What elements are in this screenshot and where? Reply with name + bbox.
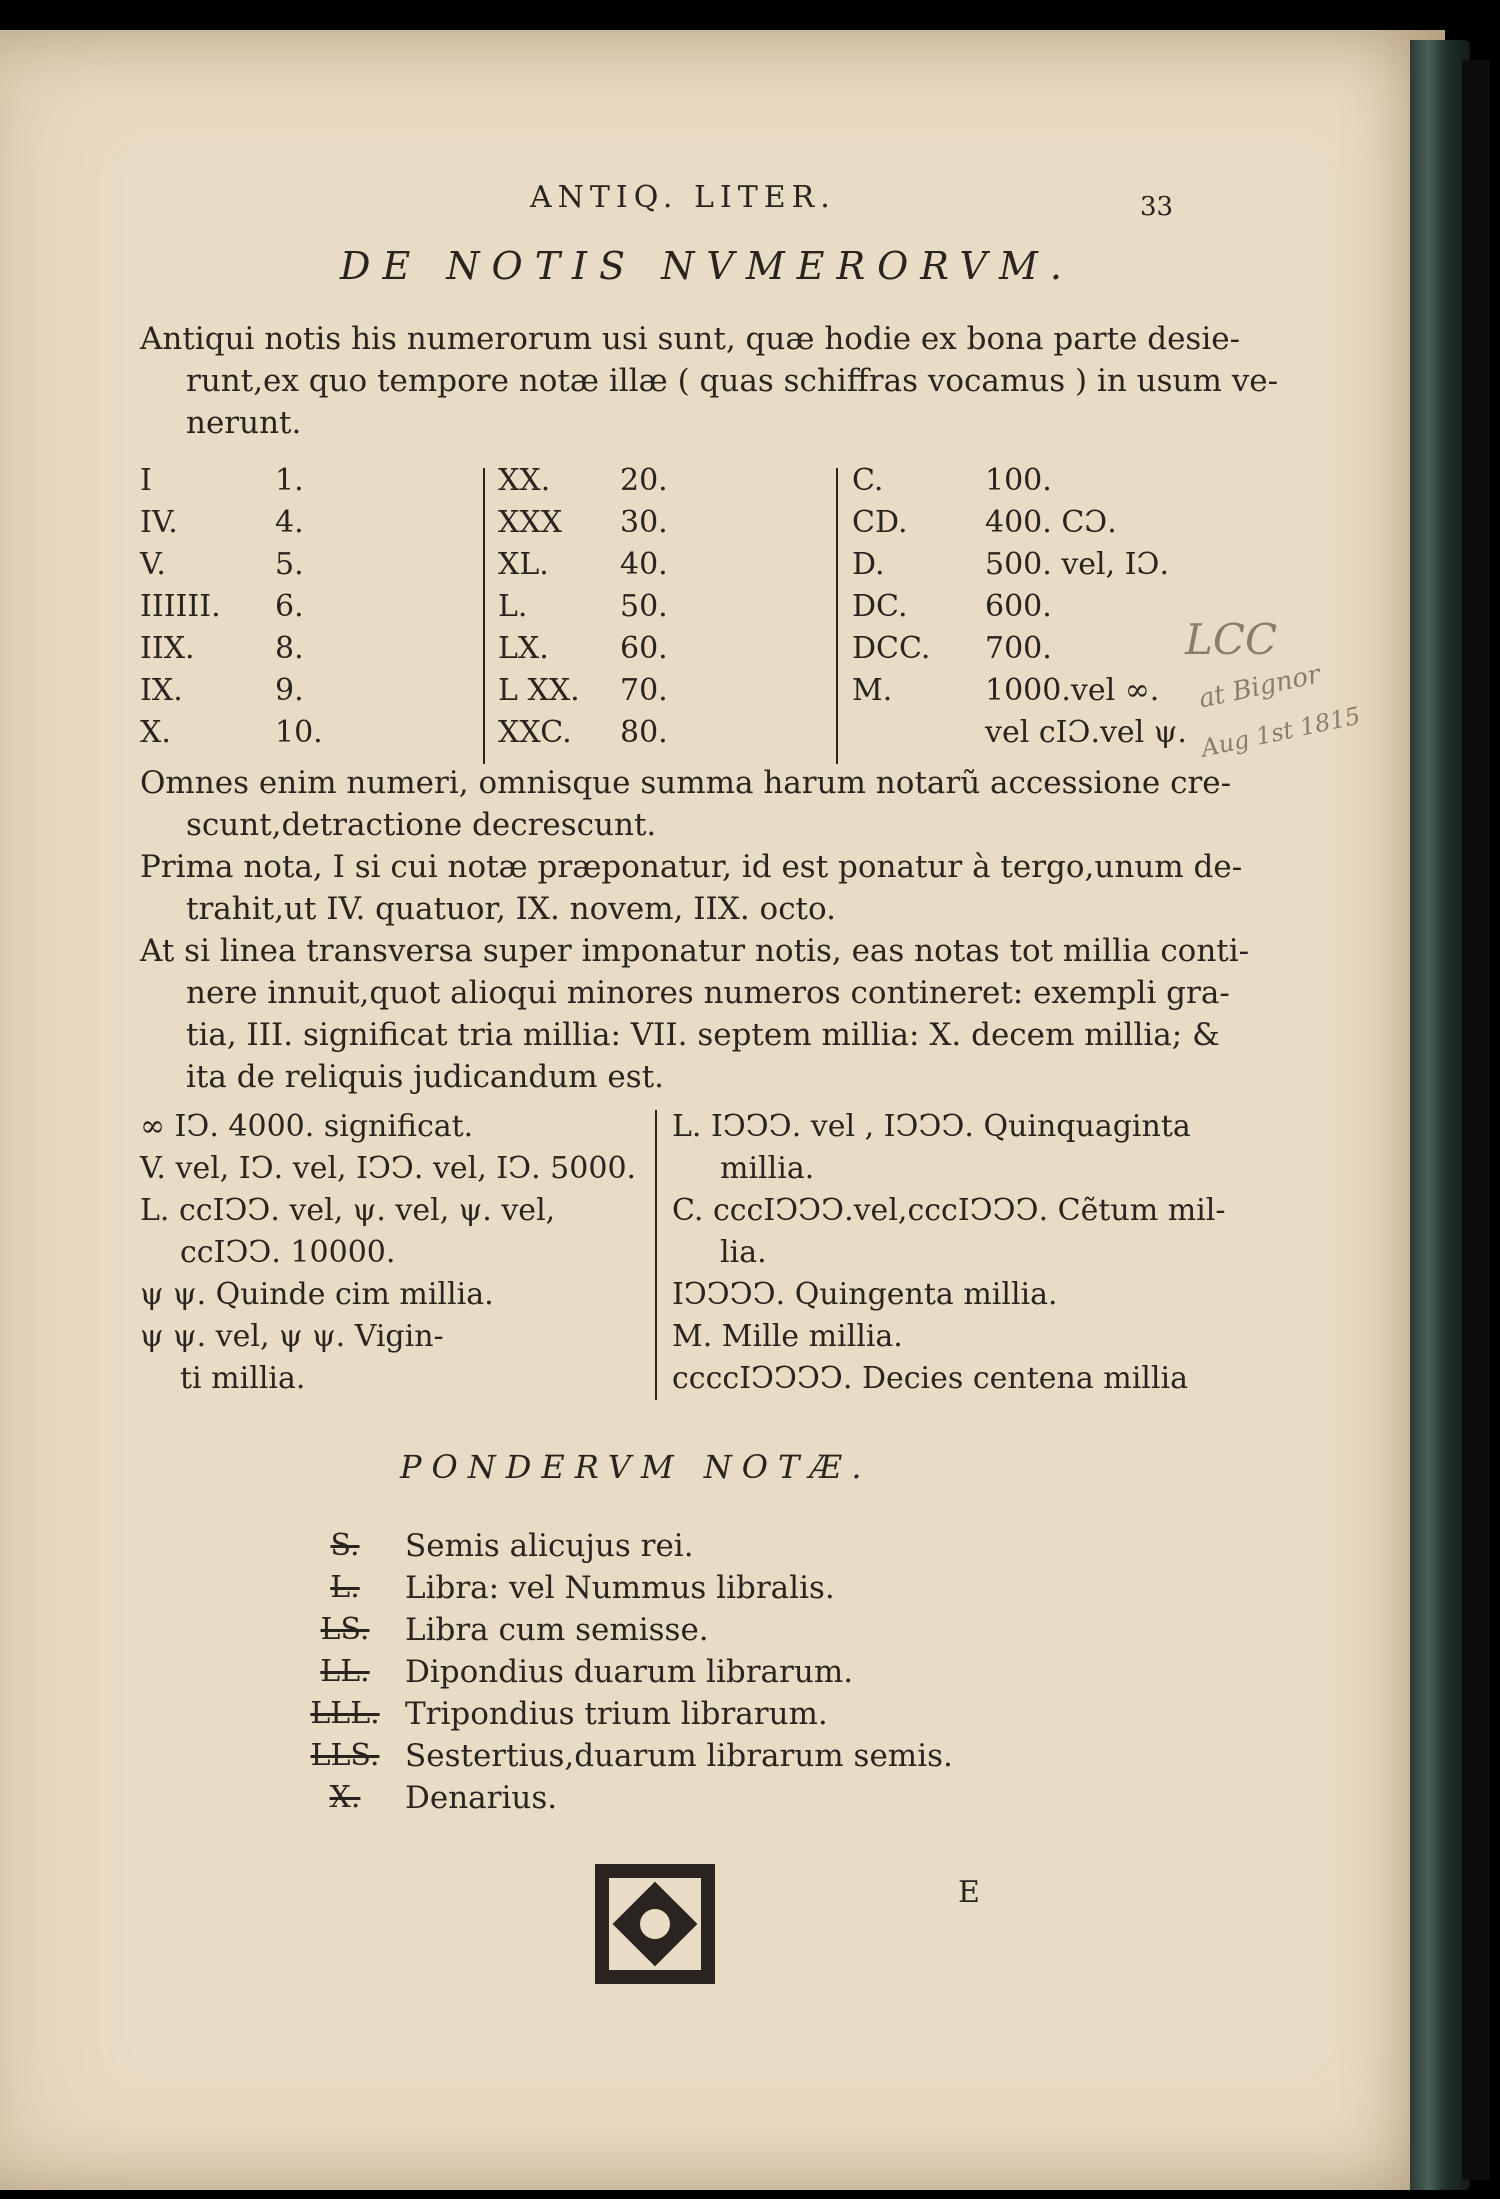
thousands-left-line: V. vel, IↃ. vel, IↃↃ. vel, IↃ. 5000.: [140, 1151, 637, 1186]
numeral-value: 500. vel, IƆ.: [985, 547, 1170, 582]
weight-symbol: LL.: [320, 1654, 370, 1689]
numeral-value: 60.: [620, 631, 668, 666]
thousands-left-line: ψ ψ. Quinde cim millia.: [140, 1277, 494, 1312]
numeral-symbol: L XX.: [498, 673, 580, 708]
numeral-symbol: XXC.: [498, 715, 572, 750]
numeral-symbol: XL.: [498, 547, 549, 582]
numeral-value: 10.: [275, 715, 323, 750]
numeral-symbol: C.: [852, 463, 884, 498]
margin-note-3: Aug 1st 1815: [1198, 701, 1363, 763]
numeral-symbol: IIIIII.: [140, 589, 221, 624]
weight-text: Sestertius,duarum librarum semis.: [405, 1738, 953, 1774]
thousands-left-line: L. ccIↃↃ. vel, ψ. vel, ψ. vel,: [140, 1193, 556, 1228]
weight-text: Tripondius trium librarum.: [405, 1696, 828, 1732]
numeral-symbol: I: [140, 463, 152, 498]
numeral-value: 400. CƆ.: [985, 505, 1117, 540]
numeral-symbol: XXX: [498, 505, 563, 540]
thousands-right-line: IↃↃↃↃ. Quingenta millia.: [672, 1277, 1058, 1312]
weight-symbol: LLS.: [310, 1738, 380, 1773]
numeral-value: 40.: [620, 547, 668, 582]
numeral-symbol: X.: [140, 715, 171, 750]
numeral-value: vel cIƆ.vel ψ.: [985, 715, 1187, 750]
weight-symbol: L.: [330, 1570, 360, 1605]
numeral-value: 50.: [620, 589, 668, 624]
body-line-3: Prima nota, I si cui notæ præponatur, id est ponatur à tergo,unum de-: [140, 849, 1243, 885]
body-line-2: scunt,detractione decrescunt.: [186, 807, 657, 843]
weight-symbol: LS.: [320, 1612, 370, 1647]
numeral-symbol: D.: [852, 547, 885, 582]
section-title: DE NOTIS NVMERORVM.: [340, 244, 1074, 288]
body-line-6: nere innuit,quot alioqui minores numeros contineret: exempli gra-: [186, 975, 1230, 1011]
numeral-value: 8.: [275, 631, 304, 666]
numeral-value: 4.: [275, 505, 304, 540]
numeral-symbol: CD.: [852, 505, 908, 540]
running-title: ANTIQ. LITER.: [530, 180, 836, 215]
table-divider-2: [836, 468, 838, 764]
numeral-symbol: IIX.: [140, 631, 195, 666]
margin-note-2: at Bignor: [1196, 659, 1323, 715]
thousands-left-line: ccIↃↃ. 10000.: [180, 1235, 396, 1270]
numeral-value: 20.: [620, 463, 668, 498]
numeral-symbol: DC.: [852, 589, 908, 624]
signature-mark: E: [958, 1875, 980, 1910]
body-line-8: ita de reliquis judicandum est.: [186, 1059, 665, 1095]
weight-text: Denarius.: [405, 1780, 558, 1816]
weight-text: Dipondius duarum librarum.: [405, 1654, 854, 1690]
thousands-right-line: C. cccIↃↃↃ.vel,cccIↃↃↃ. Cẽtum mil-: [672, 1193, 1226, 1228]
thousands-left-line: ∞ IↃ. 4000. significat.: [140, 1109, 474, 1144]
numeral-value: 30.: [620, 505, 668, 540]
body-line-5: At si linea transversa super imponatur notis, eas notas tot millia conti-: [140, 933, 1250, 969]
numeral-value: 100.: [985, 463, 1052, 498]
weight-text: Semis alicujus rei.: [405, 1528, 694, 1564]
numeral-symbol: V.: [140, 547, 166, 582]
numeral-value: 1.: [275, 463, 304, 498]
numeral-symbol: XX.: [498, 463, 551, 498]
page-number: 33: [1140, 192, 1174, 222]
weights-title: PONDERVM NOTÆ.: [400, 1448, 872, 1486]
numeral-symbol: LX.: [498, 631, 549, 666]
weight-symbol: LLL.: [310, 1696, 380, 1731]
page-edges: [1410, 40, 1470, 2190]
numeral-value: 5.: [275, 547, 304, 582]
body-line-7: tia, III. significat tria millia: VII. septem millia: X. decem millia; &: [186, 1017, 1220, 1053]
weight-symbol: S.: [330, 1528, 360, 1563]
numeral-value: 700.: [985, 631, 1052, 666]
body-line-1: Omnes enim numeri, omnisque summa harum notarũ accessione cre-: [140, 765, 1232, 801]
intro-line-2: runt,ex quo tempore notæ illæ ( quas schiffras vocamus ) in usum ve-: [186, 363, 1279, 399]
margin-note-1: LCC: [1185, 615, 1278, 664]
numeral-value: 80.: [620, 715, 668, 750]
body-line-4: trahit,ut IV. quatuor, IX. novem, IIX. octo.: [186, 891, 836, 927]
thousands-left-line: ti millia.: [180, 1361, 306, 1396]
numeral-value: 70.: [620, 673, 668, 708]
thousands-left-line: ψ ψ. vel, ψ ψ. Vigin-: [140, 1319, 444, 1354]
numeral-value: 1000.vel ∞.: [985, 673, 1160, 708]
thousands-right-line: ccccIↃↃↃↃ. Decies centena millia: [672, 1361, 1188, 1396]
numeral-value: 9.: [275, 673, 304, 708]
numeral-value: 600.: [985, 589, 1052, 624]
intro-line-1: Antiqui notis his numerorum usi sunt, quæ hodie ex bona parte desie-: [140, 321, 1241, 357]
intro-line-3: nerunt.: [186, 405, 302, 441]
numeral-symbol: IV.: [140, 505, 178, 540]
weight-symbol: X.: [329, 1780, 361, 1815]
numeral-symbol: IX.: [140, 673, 183, 708]
ornament-icon: [595, 1864, 715, 1984]
thousands-right-line: L. IↃↃↃ. vel , IↃↃↃ. Quinquaginta: [672, 1109, 1191, 1144]
numeral-symbol: M.: [852, 673, 893, 708]
thousands-right-line: lia.: [720, 1235, 767, 1270]
numeral-value: 6.: [275, 589, 304, 624]
book-cover-edge: [1462, 60, 1490, 2180]
thousands-divider: [655, 1110, 657, 1400]
table-divider-1: [483, 468, 485, 764]
numeral-symbol: DCC.: [852, 631, 931, 666]
weight-text: Libra: vel Nummus libralis.: [405, 1570, 835, 1606]
weight-text: Libra cum semisse.: [405, 1612, 709, 1648]
thousands-right-line: M. Mille millia.: [672, 1319, 903, 1354]
numeral-symbol: L.: [498, 589, 528, 624]
thousands-right-line: millia.: [720, 1151, 815, 1186]
